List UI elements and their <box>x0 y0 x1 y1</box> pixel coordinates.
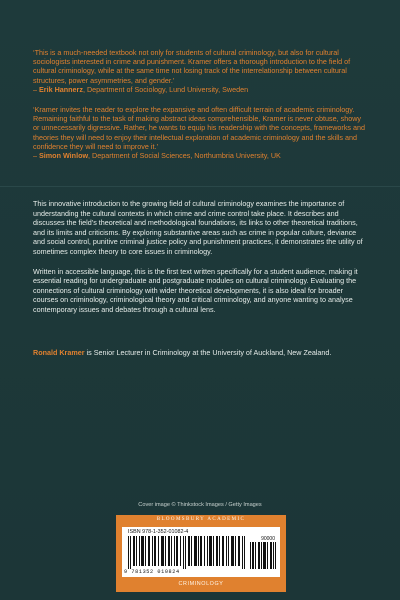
barcode-panel <box>116 515 286 592</box>
price-barcode-icon <box>250 542 276 569</box>
author-bio <box>33 348 369 358</box>
subject-category: CRIMINOLOGY <box>178 581 224 587</box>
book-description <box>33 199 369 325</box>
description-paragraph-1: This innovative introduction to the growing field of cultural criminology examines the importance of understanding the cultural contexts in which crime and crime control take place. It describes and discusses the field’s theoretical and methodological foundations, its links to other theoretical traditions, and its limits and criticisms. By exploring substantive areas such as crime in popular culture, deviance and social control, punitive criminal justice policy and punishment practices, it demonstrates the utility of sometimes complex theory to core issues in criminology. <box>33 199 363 256</box>
endorsement-quotes <box>33 48 369 171</box>
quote-author-name: Erik Hannerz <box>39 84 83 94</box>
barcode-icon <box>128 536 246 569</box>
isbn-text: ISBN 978-1-352-01082-4 <box>128 529 189 535</box>
ean-digits: 9 781352 010824 <box>124 569 180 575</box>
quote-attribution: – Simon Winlow, Department of Social Sciences, Northumbria University, UK <box>33 151 281 161</box>
quote-attribution: – Erik Hannerz, Department of Sociology, Lund University, Sweden <box>33 84 249 94</box>
section-divider <box>0 186 400 187</box>
quote-author-name: Simon Winlow <box>39 151 89 161</box>
author-name: Ronald Kramer <box>33 348 85 357</box>
quote-author-affiliation: , Department of Social Sciences, Northumbria University, UK <box>88 151 281 161</box>
barcode-box <box>122 527 280 577</box>
quote-text: ‘This is a much-needed textbook not only for students of cultural criminology, but also for cultural sociologists interested in crime and punishment. Kramer offers a thorough introduction to the field of cultural criminology, while at the same time not losing track of the interrelationship between cultural structures, power asymmetries, and gender.’ <box>33 48 351 85</box>
price-code: 90000 <box>261 536 275 542</box>
cover-image-credit: Cover image © Thinkstock Images / Getty Images <box>138 502 262 508</box>
publisher-name: BLOOMSBURY ACADEMIC <box>156 517 246 522</box>
quote-author-affiliation: , Department of Sociology, Lund University, Sweden <box>82 84 249 94</box>
description-paragraph-2: Written in accessible language, this is the first text written specifically for a student audience, making it essential reading for undergraduate and postgraduate modules on cultural criminology. Evaluating the connections of cultural criminology with wider theoretical developments, it is also ideal for broader courses on criminology, criminological theory and critical criminology, and anyone wanting to analyse contemporary issues and debates through a cultural lens. <box>33 266 358 314</box>
author-bio-text: is Senior Lecturer in Criminology at the University of Auckland, New Zealand. <box>84 348 332 357</box>
endorsement-quote-1 <box>33 48 369 94</box>
endorsement-quote-2 <box>33 105 369 160</box>
quote-text: ‘Kramer invites the reader to explore the expansive and often difficult terrain of academic criminology. Remaining faithful to the task of making abstract ideas comprehensible, Kramer is never obtuse, showy or unnecessarily digressive. Rather, he wants to equip his readership with the concepts, frameworks and theories they will need to enjoy their intellectual exploration of academic criminology and the skills and confidence they will need to improve it.’ <box>33 105 365 151</box>
